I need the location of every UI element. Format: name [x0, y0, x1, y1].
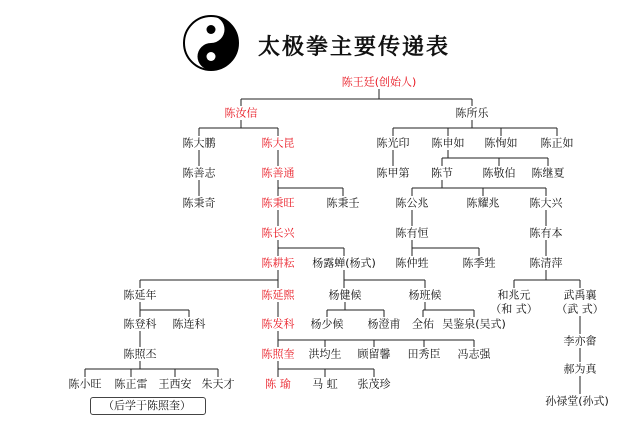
node-jie: 陈节: [431, 166, 453, 180]
node-fengzhiqiang: 冯志强: [457, 347, 491, 361]
node-wuyuxiang-style: （武 式）: [556, 302, 604, 316]
node-sunlutang: 孙禄堂(孙式): [545, 394, 609, 408]
node-jingbo: 陈敬伯: [482, 166, 516, 180]
node-mahong: 马 虹: [312, 377, 338, 391]
node-zhongsheng: 陈仲甡: [395, 256, 429, 270]
node-banhou: 杨班候: [408, 288, 442, 302]
node-hongjunsheng: 洪均生: [308, 347, 342, 361]
node-jiadi: 陈甲第: [376, 166, 410, 180]
node-daxing: 陈大兴: [529, 196, 563, 210]
node-changxing: 陈长兴: [261, 226, 295, 240]
node-guangyin: 陈光印: [376, 136, 410, 150]
node-gengyun: 陈耕耘: [261, 256, 295, 270]
node-wangting: 陈王廷(创始人): [341, 75, 417, 89]
node-luchan: 杨露蝉(杨式): [312, 256, 376, 270]
node-bingqi: 陈秉奇: [182, 196, 216, 210]
node-zhaoyuan-style: （和 式）: [490, 302, 538, 316]
node-yanxi: 陈延熙: [261, 288, 295, 302]
footnote-text: （后学于陈照奎）: [103, 399, 191, 412]
node-dengke: 陈登科: [123, 317, 157, 331]
node-jianhou: 杨健候: [328, 288, 362, 302]
yin-yang-icon: [184, 16, 238, 70]
node-youheng: 陈有恒: [395, 226, 429, 240]
node-chengfu: 杨澄甫: [367, 317, 401, 331]
node-lianke: 陈连科: [172, 317, 206, 331]
node-chenyu: 陈 瑜: [265, 377, 291, 391]
node-fake: 陈发科: [261, 317, 295, 331]
node-zhenglei: 陈正雷: [114, 377, 148, 391]
node-zhangmaozhen: 张茂珍: [357, 377, 391, 391]
node-wuyuxiang-name: 武禹襄: [563, 288, 597, 302]
node-zhaopi: 陈照丕: [123, 347, 157, 361]
node-liyishe: 李亦畲: [563, 334, 597, 348]
node-yannian: 陈延年: [123, 288, 157, 302]
page-title: 太极拳主要传递表: [258, 34, 451, 60]
node-quanyou: 全佑: [412, 317, 434, 331]
node-shantong: 陈善通: [261, 166, 295, 180]
node-zhaoyuan-name: 和兆元: [497, 288, 531, 302]
node-zhengru: 陈正如: [540, 136, 574, 150]
node-shaohou: 杨少候: [310, 317, 344, 331]
node-dapeng: 陈大鹏: [182, 136, 216, 150]
node-jisheng: 陈季甡: [462, 256, 496, 270]
node-zhaokui: 陈照奎: [261, 347, 295, 361]
node-tianxiuchen: 田秀臣: [407, 347, 441, 361]
node-zhutiancai: 朱天才: [201, 377, 235, 391]
node-ruxin: 陈汝信: [224, 106, 258, 120]
node-xunru: 陈恂如: [484, 136, 518, 150]
node-jixia: 陈继夏: [531, 166, 565, 180]
node-bingwang: 陈秉旺: [261, 196, 295, 210]
node-guliuxin: 顾留馨: [357, 347, 391, 361]
node-dakun: 陈大昆: [261, 136, 295, 150]
node-wujianquan: 吴鉴泉(吴式): [442, 317, 506, 331]
node-gongzhao: 陈公兆: [395, 196, 429, 210]
node-suole: 陈所乐: [455, 106, 489, 120]
node-shanzhi: 陈善志: [182, 166, 216, 180]
node-shenru: 陈申如: [431, 136, 465, 150]
node-youben: 陈有本: [529, 226, 563, 240]
node-yaozhao: 陈耀兆: [466, 196, 500, 210]
node-haoweizhen: 郝为真: [563, 362, 597, 376]
node-wangxian: 王西安: [158, 377, 192, 391]
node-bingren: 陈秉壬: [326, 196, 360, 210]
node-xiaowang: 陈小旺: [68, 377, 102, 391]
node-qingping: 陈清萍: [529, 256, 563, 270]
